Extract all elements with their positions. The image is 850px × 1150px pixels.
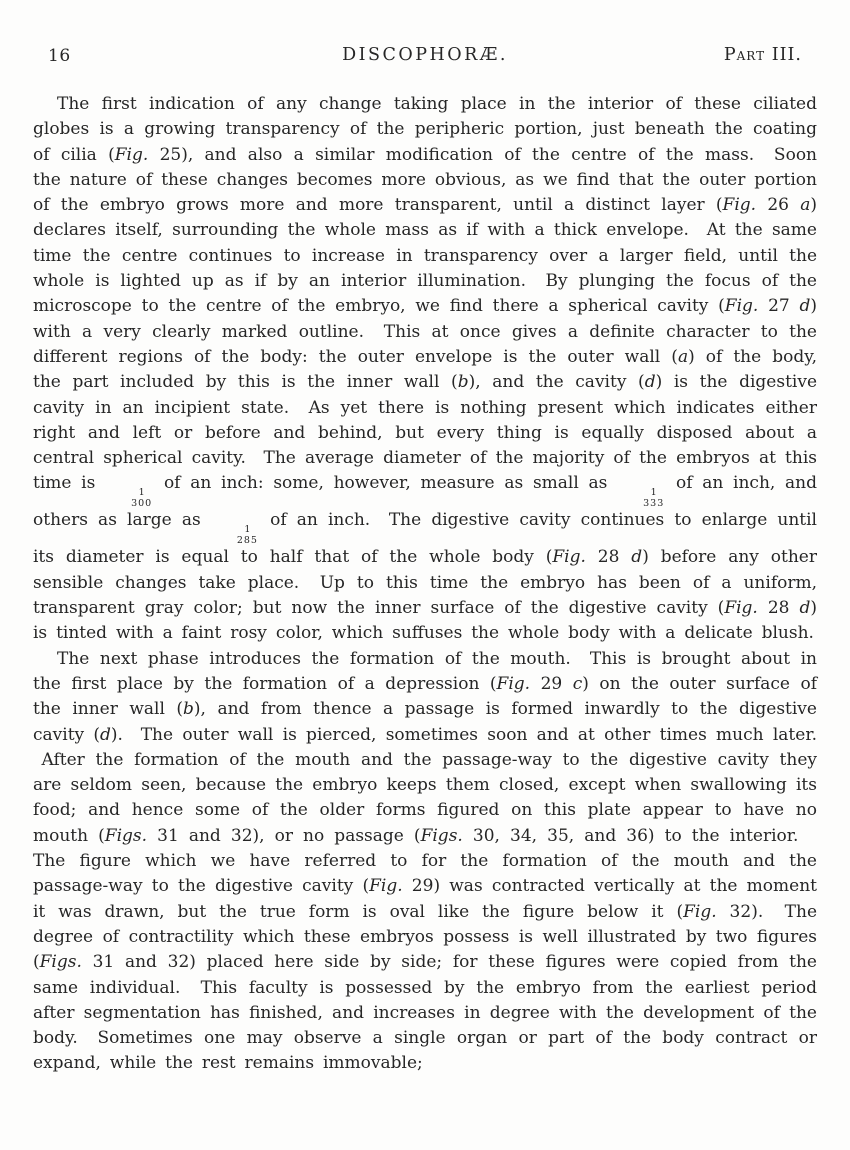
paragraph-1: The first indication of any change taking place in the interior of these ciliated globes is a growing transparency of the peripheric portion, just beneath the coating of cilia (Fig. 25), and also a similar modification of the centre of the mass. Soon the nature of these changes becomes more obvious, as we find that the outer portion of the embryo grows more and more transparent, until a distinct layer (Fig. 26 a) declares itself, surrounding the whole mass as if with a thick envelope. At the same time the centre continues to increase in transparency over a larger field, until the whole is lighted up as if by an interior illumination. By plunging the focus of the microscope to the centre of the embryo, we find there a spherical cavity (Fig. 27 d) with a very clearly marked outline. This at once gives a definite character to the different regions of the body: the outer envelope is the outer wall (a) of the body, the part included by this is the inner wall (b), and the cavity (d) is the digestive cavity in an incipient state. As yet there is nothing present which indicates either right and left or before and behind, but every thing is equally disposed about a central spherical cavity. The average diameter of the majority of the embryos at this time is 1 300 of an inch: some, however, measure as small as 1 333 of an inch, and others as large as 1 285 of an inch. The digestive cavity continues to enlarge until its diameter is equal to half that of the whole body (Fig. 28 d) before any other sensible changes take place. Up to this time the embryo has been of a uniform, transparent gray color; but now the inner surface of the digestive cavity (Fig. 28 d) is tinted with a faint rosy color, which suffuses the whole body with a delicate blush. xyxy=(33,94,817,644)
page-number: 16 xyxy=(48,46,71,66)
fraction: 1 300 xyxy=(131,487,153,509)
fraction: 1 333 xyxy=(643,487,665,509)
running-title: DISCOPHORÆ. xyxy=(342,45,508,65)
page-header xyxy=(0,0,850,72)
paragraph-2: The next phase introduces the formation of the mouth. This is brought about in the first place by the formation of a depression (Fig. 29 c) on the outer surface of the inner wall (b), and from thence a passage is formed inwardly to the digestive cavity (d). The outer wall is pierced, sometimes soon and at other times much later. After the formation of the mouth and the passage-way to the digestive cavity they are seldom seen, because the embryo keeps them closed, except when swallowing its food; and hence some of the older forms figured on this plate appear to have no mouth (Figs. 31 and 32), or no passage (Figs. 30, 34, 35, and 36) to the interior. The figure which we have referred to for the formation of the mouth and the passage-way to the digestive cavity (Fig. 29) was contracted vertically at the moment it was drawn, but the true form is oval like the figure below it (Fig. 32). The degree of contractility which these embryos possess is well illustrated by two figures (Figs. 31 and 32) placed here side by side; for these figures were copied from the same individual. This faculty is possessed by the embryo from the earliest period after segmentation has finished, and increases in degree with the development of the body. Sometimes one may observe a single organ or part of the body contract or expand, while the rest remains immovable; xyxy=(33,648,818,1074)
page-body xyxy=(0,72,850,1077)
part-label: Part III. xyxy=(723,45,802,65)
fraction: 1 285 xyxy=(236,524,258,546)
